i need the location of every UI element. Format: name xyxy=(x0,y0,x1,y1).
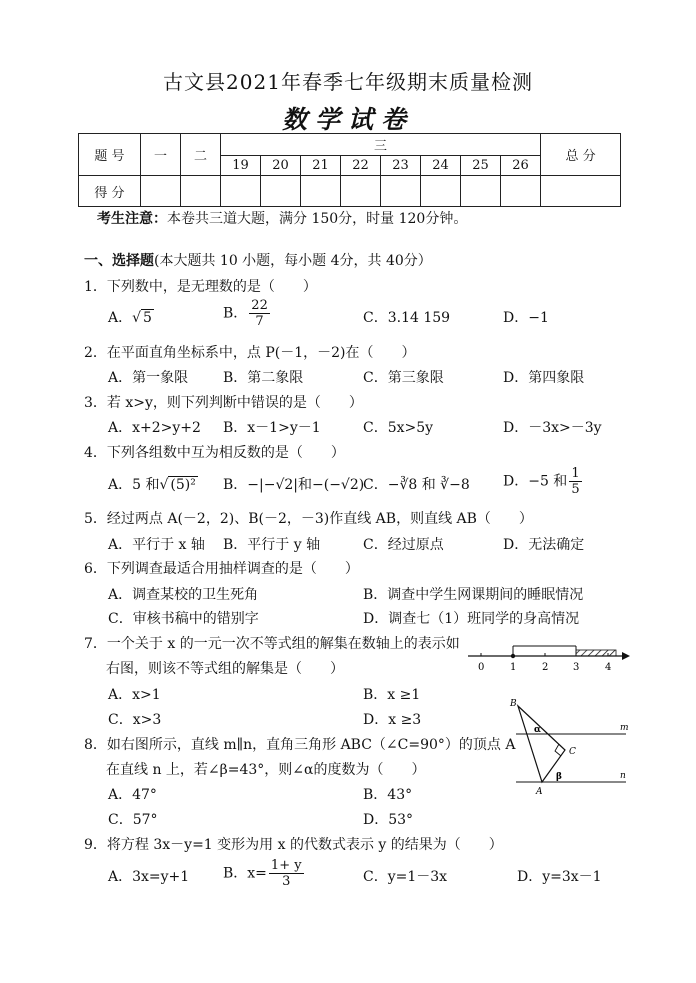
axis-arrow-icon xyxy=(622,652,630,660)
q7-option-c[interactable]: C．x>3 xyxy=(108,712,162,728)
tick-label: 3 xyxy=(573,662,580,673)
q1-option-c[interactable]: C．3.14 159 xyxy=(363,310,451,326)
tick-label: 0 xyxy=(478,662,485,673)
question-9-stem: 9．将方程 3x－y=1 变形为用 x 的代数式表示 y 的结果为（ ） xyxy=(84,837,503,853)
triangle-figure xyxy=(498,692,630,800)
q2-option-d[interactable]: D．第四象限 xyxy=(503,370,585,386)
q3-option-d[interactable]: D．－3x>－3y xyxy=(503,420,602,436)
q7-option-a[interactable]: A．x>1 xyxy=(108,687,161,703)
q4-option-a[interactable]: A．5 和√ (5)² xyxy=(108,477,196,493)
question-8-stem: 8．如右图所示，直线 m∥n，直角三角形 ABC（∠C=90°）的顶点 A xyxy=(84,737,516,753)
svg-text:m: m xyxy=(620,723,629,733)
q9-option-a[interactable]: A．3x=y+1 xyxy=(108,869,190,885)
col-part2: 二 xyxy=(181,134,221,176)
score-cell[interactable] xyxy=(181,176,221,207)
q6-option-c[interactable]: C．审核书稿中的错别字 xyxy=(108,611,259,627)
q7-option-b[interactable]: B．x ≥1 xyxy=(363,687,421,703)
score-cell[interactable] xyxy=(141,176,181,207)
exam-notice xyxy=(97,208,467,228)
q8-option-b[interactable]: B．43° xyxy=(363,787,413,803)
sub-col: 22 xyxy=(341,156,381,176)
score-cell[interactable] xyxy=(301,176,341,207)
row-label-score: 得 分 xyxy=(79,176,141,207)
notice-text: 本卷共三道大题，满分 150分，时量 120分钟。 xyxy=(167,211,468,227)
alpha-label: α xyxy=(534,725,541,735)
q4-option-b[interactable]: B．−|−√2|和−(−√2) xyxy=(223,477,365,493)
question-2-stem: 2．在平面直角坐标系中，点 P(－1，－2)在（ ） xyxy=(84,345,416,361)
row-label-number: 题 号 xyxy=(79,134,141,176)
sub-col: 20 xyxy=(261,156,301,176)
solution-hatch xyxy=(576,650,616,656)
score-cell[interactable] xyxy=(261,176,301,207)
svg-text:B: B xyxy=(510,699,517,709)
score-cell[interactable] xyxy=(421,176,461,207)
question-7-stem-line2: 右图，则该不等式组的解集是（ ） xyxy=(106,661,344,677)
score-cell[interactable] xyxy=(461,176,501,207)
point-1 xyxy=(511,654,515,658)
score-cell[interactable] xyxy=(381,176,421,207)
sub-col: 21 xyxy=(301,156,341,176)
question-6-stem: 6．下列调查最适合用抽样调查的是（ ） xyxy=(84,561,359,577)
svg-text:C: C xyxy=(569,747,576,757)
q1-option-b[interactable]: B． $\frac{22}{7}$ xyxy=(223,298,268,329)
question-3-stem: 3．若 x>y，则下列判断中错误的是（ ） xyxy=(84,395,363,411)
q1-option-d[interactable]: D．−1 xyxy=(503,310,549,326)
question-4-stem: 4．下列各组数中互为相反数的是（ ） xyxy=(84,445,345,461)
q4-option-c[interactable]: C．−∛8 和 ∛−8 xyxy=(363,477,470,493)
section-name: 一、选择题 xyxy=(84,253,154,269)
q9-option-d[interactable]: D．y=3x－1 xyxy=(517,869,602,885)
exam-subtitle: 数学试卷 xyxy=(281,105,414,134)
q6-option-b[interactable]: B．调查中学生网课期间的睡眠情况 xyxy=(363,587,584,603)
number-line-figure xyxy=(462,640,632,676)
sub-col: 25 xyxy=(461,156,501,176)
tick-label: 1 xyxy=(510,662,517,673)
q3-option-c[interactable]: C．5x>5y xyxy=(363,420,434,436)
svg-text:n: n xyxy=(620,771,626,781)
q5-option-a[interactable]: A．平行于 x 轴 xyxy=(108,537,205,553)
q2-option-b[interactable]: B．第二象限 xyxy=(223,370,304,386)
col-part3: 三 xyxy=(221,134,541,156)
sub-col: 26 xyxy=(501,156,541,176)
q7-option-d[interactable]: D．x ≥3 xyxy=(363,712,422,728)
score-cell[interactable] xyxy=(221,176,261,207)
q3-option-b[interactable]: B．x－1>y－1 xyxy=(223,420,321,436)
q6-option-a[interactable]: A．调查某校的卫生死角 xyxy=(108,587,259,603)
q2-option-a[interactable]: A．第一象限 xyxy=(108,370,189,386)
q3-option-a[interactable]: A．x+2>y+2 xyxy=(108,420,201,436)
q8-option-c[interactable]: C．57° xyxy=(108,812,158,828)
score-table xyxy=(78,133,621,207)
beta-label: β xyxy=(556,772,562,782)
question-7-stem: 7．一个关于 x 的一元一次不等式组的解集在数轴上的表示如 xyxy=(84,636,460,652)
tick-label: 2 xyxy=(542,662,549,673)
question-1-stem: 1．下列数中，是无理数的是（ ） xyxy=(84,279,317,295)
q1-option-a[interactable]: A．√ 5 xyxy=(108,310,152,326)
q9-option-b[interactable]: B．x= $\frac{1+ y}{3}$ xyxy=(223,858,302,889)
question-8-stem-line2: 在直线 n 上，若∠β=43°，则∠α的度数为（ ） xyxy=(106,762,426,778)
section-title xyxy=(84,250,432,270)
q2-option-c[interactable]: C．第三象限 xyxy=(363,370,444,386)
section-desc: (本大题共 10 小题，每小题 4分，共 40分） xyxy=(154,253,432,269)
score-cell[interactable] xyxy=(341,176,381,207)
q6-option-d[interactable]: D．调查七（1）班同学的身高情况 xyxy=(363,611,580,627)
score-cell[interactable] xyxy=(501,176,541,207)
sub-col: 23 xyxy=(381,156,421,176)
q8-option-a[interactable]: A．47° xyxy=(108,787,157,803)
triangle-abc xyxy=(518,706,565,782)
exam-title: 古文县2021年春季七年级期末质量检测 xyxy=(163,70,533,94)
svg-text:A: A xyxy=(536,787,543,797)
q9-option-c[interactable]: C．y=1－3x xyxy=(363,869,448,885)
col-part1: 一 xyxy=(141,134,181,176)
tick-label: 4 xyxy=(605,662,612,673)
sub-col: 24 xyxy=(421,156,461,176)
q4-option-d[interactable]: D．−5 和 $\frac{1}{5}$ xyxy=(503,466,580,497)
col-total: 总 分 xyxy=(541,134,621,176)
notice-label: 考生注意： xyxy=(97,211,167,227)
q8-option-d[interactable]: D．53° xyxy=(363,812,414,828)
question-5-stem: 5．经过两点 A(－2，2)、B(－2，－3)作直线 AB，则直线 AB（ ） xyxy=(84,511,533,527)
score-cell[interactable] xyxy=(541,176,621,207)
q5-option-c[interactable]: C．经过原点 xyxy=(363,537,444,553)
q5-option-b[interactable]: B．平行于 y 轴 xyxy=(223,537,321,553)
sub-col: 19 xyxy=(221,156,261,176)
q5-option-d[interactable]: D．无法确定 xyxy=(503,537,585,553)
